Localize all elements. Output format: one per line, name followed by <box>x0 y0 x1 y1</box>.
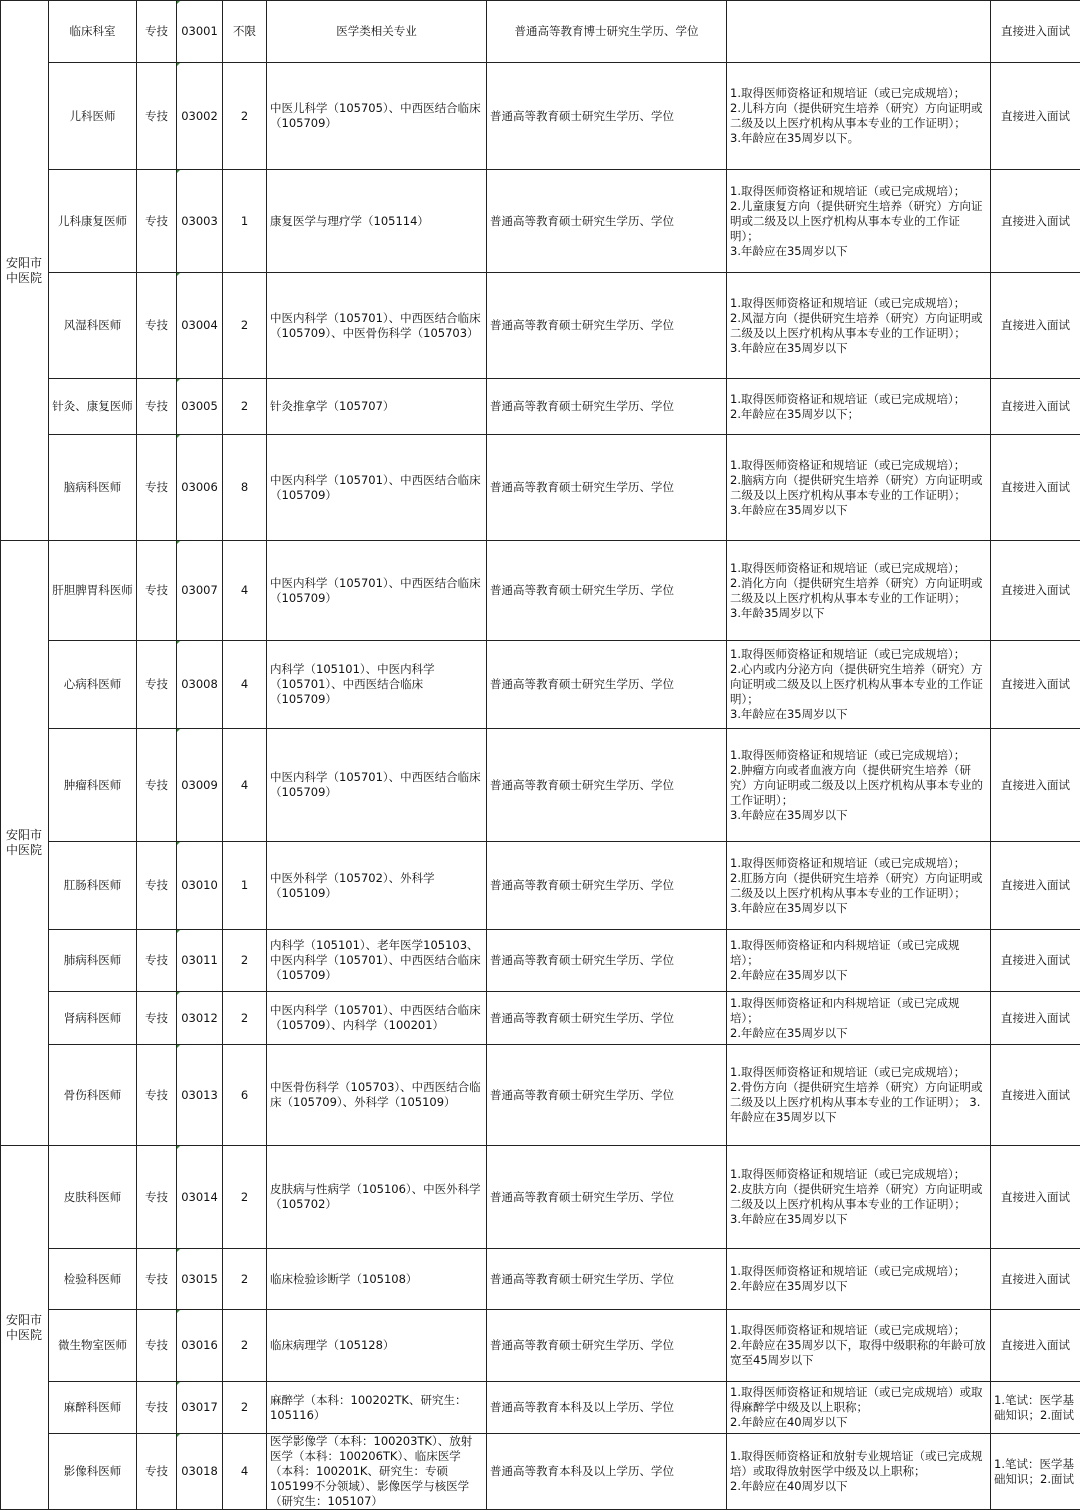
code-cell: 03009 <box>177 729 223 842</box>
type-cell: 专技 <box>137 1146 177 1249</box>
method-cell: 直接进入面试 <box>991 1249 1080 1310</box>
code-cell: 03006 <box>177 435 223 541</box>
dept-cell: 肝胆脾胃科医师 <box>49 541 137 641</box>
code-cell: 03011 <box>177 930 223 992</box>
edu-cell: 普通高等教育硕士研究生学历、学位 <box>487 170 727 273</box>
dept-cell: 肛肠科医师 <box>49 842 137 930</box>
count-cell: 不限 <box>223 1 267 63</box>
dept-cell: 影像科医师 <box>49 1434 137 1510</box>
edu-cell: 普通高等教育硕士研究生学历、学位 <box>487 641 727 729</box>
type-cell: 专技 <box>137 170 177 273</box>
table-row <box>1 1249 1080 1310</box>
dept-cell: 肺病科医师 <box>49 930 137 992</box>
table-row <box>1 63 1080 170</box>
count-cell: 1 <box>223 170 267 273</box>
method-cell: 直接进入面试 <box>991 63 1080 170</box>
dept-cell: 麻醉科医师 <box>49 1382 137 1434</box>
dept-cell: 脑病科医师 <box>49 435 137 541</box>
unit-name: 安阳市中医院 <box>1 1146 49 1510</box>
count-cell: 4 <box>223 641 267 729</box>
type-cell: 专技 <box>137 930 177 992</box>
table-row <box>1 930 1080 992</box>
edu-cell: 普通高等教育硕士研究生学历、学位 <box>487 435 727 541</box>
major-cell: 医学类相关专业 <box>267 1 487 63</box>
unit-name: 安阳市中医院 <box>1 541 49 1146</box>
req-cell: 1.取得医师资格证和规培证（或已完成规培）； 2.年龄应在35周岁以下 <box>727 1249 991 1310</box>
dept-cell: 心病科医师 <box>49 641 137 729</box>
table-row <box>1 1146 1080 1249</box>
count-cell: 4 <box>223 541 267 641</box>
type-cell: 专技 <box>137 1249 177 1310</box>
count-cell: 6 <box>223 1045 267 1146</box>
major-cell: 临床检验诊断学（105108） <box>267 1249 487 1310</box>
method-cell: 直接进入面试 <box>991 842 1080 930</box>
edu-cell: 普通高等教育硕士研究生学历、学位 <box>487 1310 727 1382</box>
code-cell: 03017 <box>177 1382 223 1434</box>
table-row <box>1 729 1080 842</box>
req-cell: 1.取得医师资格证和规培证（或已完成规培）； 2.肿瘤方向或者血液方向（提供研究生培养（研究）方向证明或二级及以上医疗机构从事本专业的工作证明）； 3.年龄应在35周岁以下 <box>727 729 991 842</box>
method-cell: 直接进入面试 <box>991 1 1080 63</box>
dept-cell: 风湿科医师 <box>49 273 137 379</box>
method-cell: 直接进入面试 <box>991 1310 1080 1382</box>
unit-name: 安阳市中医院 <box>1 1 49 541</box>
method-cell: 1.笔试：医学基础知识；2.面试 <box>991 1434 1080 1510</box>
type-cell: 专技 <box>137 1 177 63</box>
req-cell: 1.取得医师资格证和规培证（或已完成规培）； 2.年龄应在35周岁以下，取得中级职称的年龄可放宽至45周岁以下 <box>727 1310 991 1382</box>
code-cell: 03007 <box>177 541 223 641</box>
type-cell: 专技 <box>137 729 177 842</box>
major-cell: 医学影像学（本科：100203TK）、放射医学（本科：100206TK）、临床医学（本科：100201K、研究生：专硕105199不分领域）、影像医学与核医学（研究生：105107） <box>267 1434 487 1510</box>
method-cell: 1.笔试：医学基础知识；2.面试 <box>991 1382 1080 1434</box>
req-cell: 1.取得医师资格证和内科规培证（或已完成规培）； 2.年龄应在35周岁以下 <box>727 930 991 992</box>
code-cell: 03002 <box>177 63 223 170</box>
count-cell: 2 <box>223 63 267 170</box>
edu-cell: 普通高等教育硕士研究生学历、学位 <box>487 1146 727 1249</box>
table-row <box>1 170 1080 273</box>
method-cell: 直接进入面试 <box>991 435 1080 541</box>
table-row <box>1 842 1080 930</box>
table-row <box>1 379 1080 435</box>
edu-cell: 普通高等教育博士研究生学历、学位 <box>487 1 727 63</box>
table-row <box>1 1045 1080 1146</box>
edu-cell: 普通高等教育本科及以上学历、学位 <box>487 1382 727 1434</box>
code-cell: 03013 <box>177 1045 223 1146</box>
edu-cell: 普通高等教育硕士研究生学历、学位 <box>487 1249 727 1310</box>
edu-cell: 普通高等教育硕士研究生学历、学位 <box>487 930 727 992</box>
edu-cell: 普通高等教育硕士研究生学历、学位 <box>487 63 727 170</box>
count-cell: 2 <box>223 1382 267 1434</box>
code-cell: 03001 <box>177 1 223 63</box>
edu-cell: 普通高等教育本科及以上学历、学位 <box>487 1434 727 1510</box>
major-cell: 中医内科学（105701）、中西医结合临床（105709） <box>267 729 487 842</box>
type-cell: 专技 <box>137 273 177 379</box>
dept-cell: 微生物室医师 <box>49 1310 137 1382</box>
req-cell: 1.取得医师资格证和规培证（或已完成规培）或取得麻醉学中级及以上职称； 2.年龄应在40周岁以下 <box>727 1382 991 1434</box>
dept-cell: 儿科康复医师 <box>49 170 137 273</box>
method-cell: 直接进入面试 <box>991 170 1080 273</box>
dept-cell: 肾病科医师 <box>49 992 137 1045</box>
count-cell: 2 <box>223 992 267 1045</box>
code-cell: 03008 <box>177 641 223 729</box>
method-cell: 直接进入面试 <box>991 729 1080 842</box>
code-cell: 03014 <box>177 1146 223 1249</box>
table-row <box>1 1310 1080 1382</box>
table-row <box>1 992 1080 1045</box>
table-row <box>1 1382 1080 1434</box>
major-cell: 针灸推拿学（105707） <box>267 379 487 435</box>
table-row <box>1 1434 1080 1510</box>
type-cell: 专技 <box>137 992 177 1045</box>
method-cell: 直接进入面试 <box>991 1146 1080 1249</box>
code-cell: 03012 <box>177 992 223 1045</box>
type-cell: 专技 <box>137 842 177 930</box>
major-cell: 中医儿科学（105705）、中西医结合临床（105709） <box>267 63 487 170</box>
edu-cell: 普通高等教育硕士研究生学历、学位 <box>487 541 727 641</box>
table-row <box>1 1 1080 63</box>
count-cell: 4 <box>223 1434 267 1510</box>
method-cell: 直接进入面试 <box>991 1045 1080 1146</box>
method-cell: 直接进入面试 <box>991 930 1080 992</box>
req-cell: 1.取得医师资格证和规培证（或已完成规培）； 2.脑病方向（提供研究生培养（研究）方向证明或二级及以上医疗机构从事本专业的工作证明）； 3.年龄应在35周岁以下 <box>727 435 991 541</box>
code-cell: 03004 <box>177 273 223 379</box>
dept-cell: 儿科医师 <box>49 63 137 170</box>
code-cell: 03010 <box>177 842 223 930</box>
type-cell: 专技 <box>137 435 177 541</box>
type-cell: 专技 <box>137 379 177 435</box>
edu-cell: 普通高等教育硕士研究生学历、学位 <box>487 1045 727 1146</box>
major-cell: 临床病理学（105128） <box>267 1310 487 1382</box>
table-row <box>1 435 1080 541</box>
req-cell <box>727 1 991 63</box>
count-cell: 2 <box>223 1310 267 1382</box>
major-cell: 中医内科学（105701）、中西医结合临床（105709）、内科学（100201） <box>267 992 487 1045</box>
method-cell: 直接进入面试 <box>991 641 1080 729</box>
type-cell: 专技 <box>137 1382 177 1434</box>
major-cell: 中医外科学（105702）、外科学（105109） <box>267 842 487 930</box>
dept-cell: 皮肤科医师 <box>49 1146 137 1249</box>
count-cell: 4 <box>223 729 267 842</box>
edu-cell: 普通高等教育硕士研究生学历、学位 <box>487 273 727 379</box>
count-cell: 2 <box>223 379 267 435</box>
major-cell: 中医内科学（105701）、中西医结合临床（105709） <box>267 435 487 541</box>
req-cell: 1.取得医师资格证和规培证（或已完成规培）； 2.皮肤方向（提供研究生培养（研究）方向证明或二级及以上医疗机构从事本专业的工作证明）； 3.年龄应在35周岁以下 <box>727 1146 991 1249</box>
major-cell: 内科学（105101）、老年医学105103、中医内科学（105701）、中西医结合临床（105709） <box>267 930 487 992</box>
dept-cell: 临床科室 <box>49 1 137 63</box>
edu-cell: 普通高等教育硕士研究生学历、学位 <box>487 842 727 930</box>
edu-cell: 普通高等教育硕士研究生学历、学位 <box>487 992 727 1045</box>
req-cell: 1.取得医师资格证和规培证（或已完成规培）； 2.骨伤方向（提供研究生培养（研究）方向证明或二级及以上医疗机构从事本专业的工作证明）； 3.年龄应在35周岁以下 <box>727 1045 991 1146</box>
major-cell: 康复医学与理疗学（105114） <box>267 170 487 273</box>
type-cell: 专技 <box>137 1045 177 1146</box>
count-cell: 2 <box>223 930 267 992</box>
table-row <box>1 641 1080 729</box>
req-cell: 1.取得医师资格证和规培证（或已完成规培）； 2.消化方向（提供研究生培养（研究）方向证明或二级及以上医疗机构从事本专业的工作证明）； 3.年龄35周岁以下 <box>727 541 991 641</box>
req-cell: 1.取得医师资格证和内科规培证（或已完成规培）； 2.年龄应在35周岁以下 <box>727 992 991 1045</box>
major-cell: 皮肤病与性病学（105106）、中医外科学（105702） <box>267 1146 487 1249</box>
dept-cell: 肿瘤科医师 <box>49 729 137 842</box>
major-cell: 中医内科学（105701）、中西医结合临床（105709） <box>267 541 487 641</box>
req-cell: 1.取得医师资格证和规培证（或已完成规培）； 2.心内或内分泌方向（提供研究生培养（研究）方向证明或二级及以上医疗机构从事本专业的工作证明）； 3.年龄应在35周岁以下 <box>727 641 991 729</box>
dept-cell: 检验科医师 <box>49 1249 137 1310</box>
count-cell: 8 <box>223 435 267 541</box>
count-cell: 2 <box>223 273 267 379</box>
edu-cell: 普通高等教育硕士研究生学历、学位 <box>487 729 727 842</box>
code-cell: 03015 <box>177 1249 223 1310</box>
req-cell: 1.取得医师资格证和放射专业规培证（或已完成规培）或取得放射医学中级及以上职称； 2.年龄应在40周岁以下 <box>727 1434 991 1510</box>
table-row <box>1 273 1080 379</box>
major-cell: 中医骨伤科学（105703）、中西医结合临床（105709）、外科学（105109） <box>267 1045 487 1146</box>
req-cell: 1.取得医师资格证和规培证（或已完成规培）； 2.儿科方向（提供研究生培养（研究）方向证明或二级及以上医疗机构从事本专业的工作证明）； 3.年龄应在35周岁以下。 <box>727 63 991 170</box>
method-cell: 直接进入面试 <box>991 541 1080 641</box>
major-cell: 中医内科学（105701）、中西医结合临床（105709）、中医骨伤科学（105703） <box>267 273 487 379</box>
code-cell: 03016 <box>177 1310 223 1382</box>
method-cell: 直接进入面试 <box>991 992 1080 1045</box>
count-cell: 2 <box>223 1249 267 1310</box>
count-cell: 2 <box>223 1146 267 1249</box>
type-cell: 专技 <box>137 1434 177 1510</box>
table-row <box>1 541 1080 641</box>
count-cell: 1 <box>223 842 267 930</box>
type-cell: 专技 <box>137 63 177 170</box>
type-cell: 专技 <box>137 641 177 729</box>
type-cell: 专技 <box>137 541 177 641</box>
req-cell: 1.取得医师资格证和规培证（或已完成规培）； 2.风湿方向（提供研究生培养（研究）方向证明或二级及以上医疗机构从事本专业的工作证明）； 3.年龄应在35周岁以下 <box>727 273 991 379</box>
major-cell: 内科学（105101）、中医内科学（105701）、中西医结合临床（105709） <box>267 641 487 729</box>
edu-cell: 普通高等教育硕士研究生学历、学位 <box>487 379 727 435</box>
req-cell: 1.取得医师资格证和规培证（或已完成规培）； 2.肛肠方向（提供研究生培养（研究）方向证明或二级及以上医疗机构从事本专业的工作证明）； 3.年龄应在35周岁以下 <box>727 842 991 930</box>
req-cell: 1.取得医师资格证和规培证（或已完成规培）； 2.儿童康复方向（提供研究生培养（研究）方向证明或二级及以上医疗机构从事本专业的工作证明）； 3.年龄应在35周岁以下 <box>727 170 991 273</box>
code-cell: 03005 <box>177 379 223 435</box>
method-cell: 直接进入面试 <box>991 273 1080 379</box>
code-cell: 03018 <box>177 1434 223 1510</box>
major-cell: 麻醉学（本科：100202TK、研究生：105116） <box>267 1382 487 1434</box>
type-cell: 专技 <box>137 1310 177 1382</box>
code-cell: 03003 <box>177 170 223 273</box>
dept-cell: 骨伤科医师 <box>49 1045 137 1146</box>
dept-cell: 针灸、康复医师 <box>49 379 137 435</box>
method-cell: 直接进入面试 <box>991 379 1080 435</box>
req-cell: 1.取得医师资格证和规培证（或已完成规培）； 2.年龄应在35周岁以下； <box>727 379 991 435</box>
